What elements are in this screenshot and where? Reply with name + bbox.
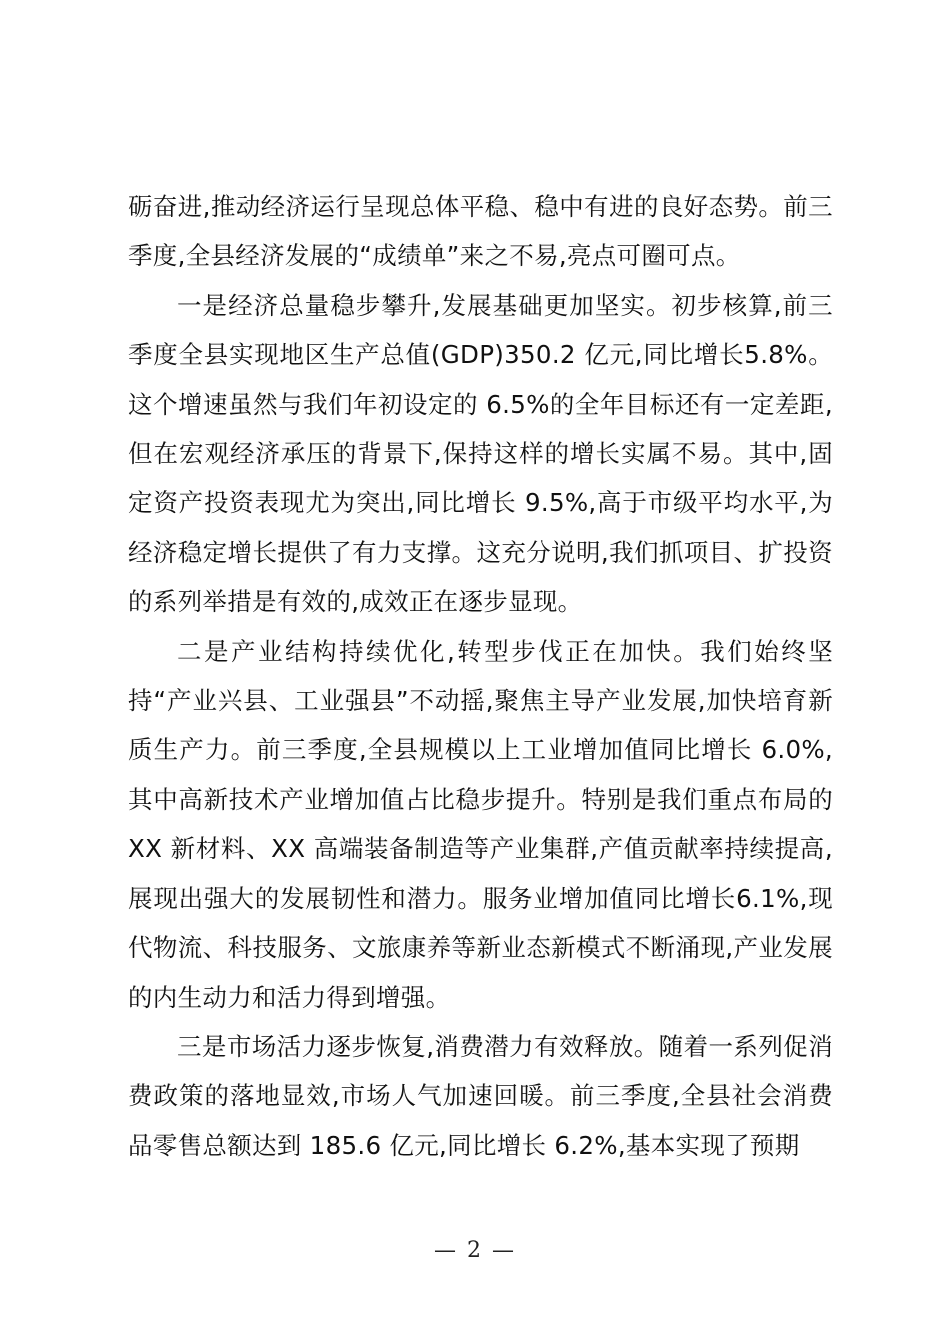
paragraph-market-vitality: 三是市场活力逐步恢复,消费潜力有效释放。随着一系列促消费政策的落地显效,市场人气加速回暖。前三季度,全县社会消费品零售总额达到 185.6 亿元,同比增长 6.2%,基本实现了预期 xyxy=(128,1031,833,1160)
page-number: — 2 — xyxy=(434,1238,516,1263)
paragraph-industrial-structure: 二是产业结构持续优化,转型步伐正在加快。我们始终坚持“产业兴县、工业强县”不动摇,聚焦主导产业发展,加快培育新质生产力。前三季度,全县规模以上工业增加值同比增长 6.0%,其中高新技术产业增加值占比稳步提升。特别是我们重点布局的 XX 新材料、XX 高端装备制造等产业集群,产值贡献率持续提高,展现出强大的发展韧性和潜力。服务业增加值同比增长6.1%,现代物流、科技服务、文旅康养等新业态新模式不断涌现,产业发展的内生动力和活力得到增强。 xyxy=(128,636,833,1012)
paragraph-economic-total: 一是经济总量稳步攀升,发展基础更加坚实。初步核算,前三季度全县实现地区生产总值(GDP)350.2 亿元,同比增长5.8%。这个增速虽然与我们年初设定的 6.5%的全年目标还有一定差距,但在宏观经济承压的背景下,保持这样的增长实属不易。其中,固定资产投资表现尤为突出,同比增长 9.5%,高于市级平均水平,为经济稳定增长提供了有力支撑。这充分说明,我们抓项目、扩投资的系列举措是有效的,成效正在逐步显现。 xyxy=(128,290,833,617)
document-body xyxy=(128,182,833,1170)
paragraph-continuation: 砺奋进,推动经济运行呈现总体平稳、稳中有进的良好态势。前三季度,全县经济发展的“成绩单”来之不易,亮点可圈可点。 xyxy=(128,192,833,271)
